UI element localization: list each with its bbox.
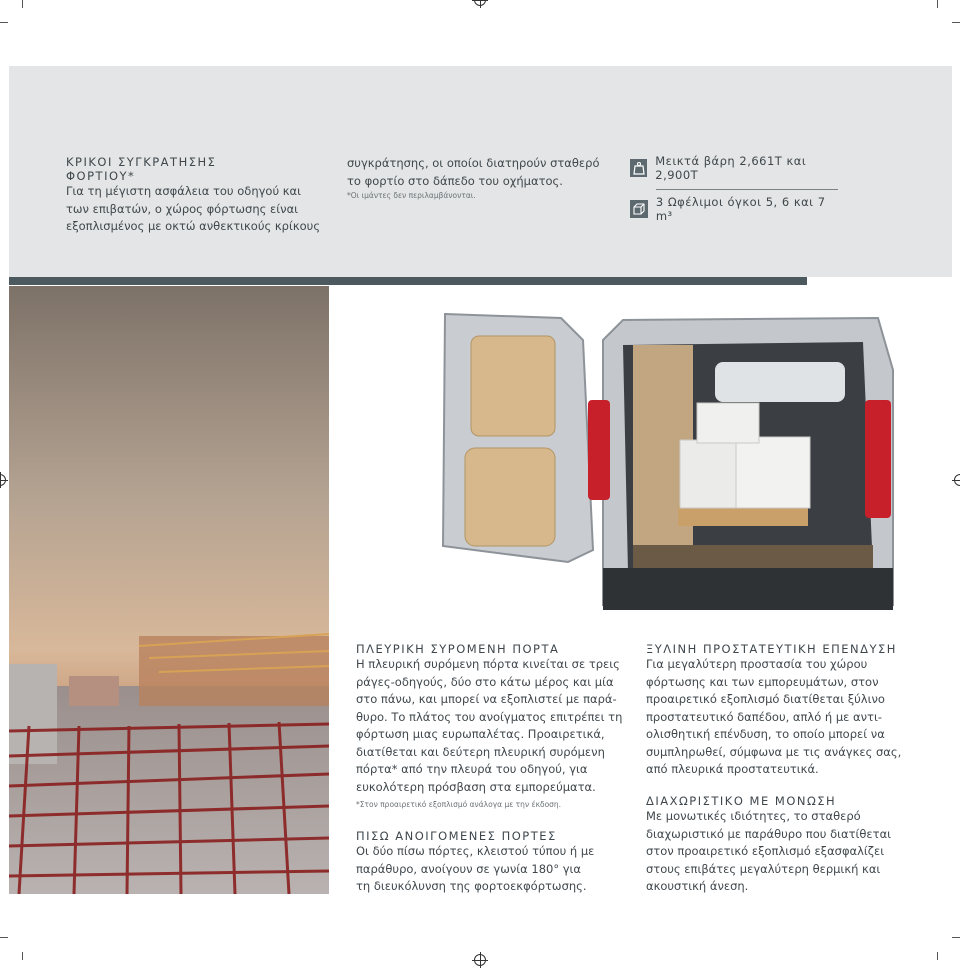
wood-lining-section xyxy=(646,642,926,779)
rear-doors-heading: ΠΙΣΩ ΑΝΟΙΓΟΜΕΝΕΣ ΠΟΡΤΕΣ xyxy=(356,829,557,843)
body-line: διατίθεται και δεύτερη πλευρική συρόμενη xyxy=(356,744,605,759)
heading-line: ΦΟΡΤΙΟΥ* xyxy=(66,169,136,183)
volume-spec-label: 3 Ωφέλιμοι όγκοι 5, 6 και 7 m³ xyxy=(655,195,826,223)
body-line: Η πλευρική συρόμενη πόρτα κινείται σε τρεις xyxy=(356,657,620,671)
body-line: εξοπλισμένος με οκτώ ανθεκτικούς κρίκους xyxy=(66,219,321,233)
footnote: *Οι ιμάντες δεν περιλαμβάνονται. xyxy=(347,191,476,200)
rear-doors-section xyxy=(356,829,631,896)
footnote: *Στον προαιρετικό εξοπλισμό ανάλογα με την έκδοση. xyxy=(356,800,562,809)
volume-cube-icon xyxy=(630,200,648,218)
crop-mark xyxy=(937,952,938,960)
wood-lining-heading: ΞΥΛΙΝΗ ΠΡΟΣΤΑΤΕΥΤΙΚΗ ΕΠΕΝΔΥΣΗ xyxy=(646,642,897,656)
specs-block xyxy=(630,154,845,223)
body-line: θυρο. Το πλάτος του ανοίγματος επιτρέπει τη xyxy=(356,709,623,724)
body-line: φόρτωση μιας ευρωπαλέτας. Προαιρετικά, xyxy=(356,727,605,741)
body-line: Οι δύο πίσω πόρτες, κλειστού τύπου ή με xyxy=(356,844,595,858)
body-line: στο πάνω, και μπορεί να εξοπλιστεί με παρά- xyxy=(356,692,617,706)
body-line: διαχωριστικό με παράθυρο που διατίθεται xyxy=(646,826,892,841)
body-line: το φορτίο στο δάπεδο του οχήματος. xyxy=(347,173,563,188)
body-line: συμπληρωθεί, σύμφωνα με τις ανάγκες σας, xyxy=(646,744,902,759)
cargo-rings-section xyxy=(66,155,336,236)
crop-mark xyxy=(937,0,938,8)
cargo-rings-continued xyxy=(347,155,617,200)
body-line: προαιρετικό εξοπλισμό διατίθεται ξύλινο xyxy=(646,692,885,706)
crop-mark xyxy=(952,22,960,23)
body-line: από πλευρικά προστατευτικά. xyxy=(646,762,819,776)
rear-doors-body xyxy=(356,843,631,896)
body-line: στον προαιρετικό εξοπλισμό εξασφαλίζει xyxy=(646,844,885,858)
body-line: πόρτα* από την πλευρά του οδηγού, για xyxy=(356,762,588,776)
body-line: Με μονωτικές ιδιότητες, το σταθερό xyxy=(646,809,861,823)
side-door-body xyxy=(356,656,631,796)
cargo-rings-body xyxy=(66,183,336,236)
weight-icon xyxy=(630,159,647,177)
body-line: Για μεγαλύτερη προστασία του χώρου xyxy=(646,657,868,671)
accent-stripe xyxy=(9,277,807,285)
weight-spec xyxy=(630,154,845,182)
crop-mark xyxy=(0,22,8,23)
body-line: συγκράτησης, οι οποίοι διατηρούν σταθερό xyxy=(347,156,600,170)
cargo-rings-heading xyxy=(66,155,336,183)
crop-mark xyxy=(22,0,23,8)
side-door-section xyxy=(356,642,631,809)
heading-line: ΚΡΙΚΟΙ ΣΥΓΚΡΑΤΗΣΗΣ xyxy=(66,155,217,169)
partition-section xyxy=(646,794,926,896)
body-line: των επιβατών, ο χώρος φόρτωσης είναι xyxy=(66,201,299,216)
wood-lining-body xyxy=(646,656,926,779)
side-door-heading: ΠΛΕΥΡΙΚΗ ΣΥΡΟΜΕΝΗ ΠΟΡΤΑ xyxy=(356,642,560,656)
spec-divider xyxy=(656,189,838,190)
crop-mark xyxy=(952,937,960,938)
body-line: ακουστική άνεση. xyxy=(646,879,749,893)
crop-mark xyxy=(0,937,8,938)
body-line: παράθυρο, ανοίγουν σε γωνία 180° για xyxy=(356,861,582,876)
body-line: προστατευτικό δαπέδου, απλό ή με αντι- xyxy=(646,709,883,724)
body-line: στους επιβάτες μεγαλύτερη θερμική και xyxy=(646,861,881,876)
registration-mark xyxy=(954,474,960,486)
crop-mark xyxy=(22,952,23,960)
van-rear-photo xyxy=(433,300,898,622)
partition-heading: ΔΙΑΧΩΡΙΣΤΙΚΟ ΜΕ ΜΟΝΩΣΗ xyxy=(646,794,837,808)
registration-mark xyxy=(474,954,486,966)
registration-mark xyxy=(474,0,486,6)
body-line: τη διευκόλυνση της φορτοεκφόρτωσης. xyxy=(356,879,587,893)
body-line: ολισθητική επένδυση, το οποίο μπορεί να xyxy=(646,727,885,741)
partition-body xyxy=(646,808,926,896)
body-line: Για τη μέγιστη ασφάλεια του οδηγού και xyxy=(66,184,302,198)
weight-spec-label: Μεικτά βάρη 2,661T και 2,900T xyxy=(655,154,807,182)
volume-spec xyxy=(630,195,845,223)
body-line: φόρτωσης και των εμπορευμάτων, στον xyxy=(646,674,879,689)
body-line: ράγες-οδηγούς, δύο στο κάτω μέρος και μία xyxy=(356,674,614,689)
industrial-yard-photo xyxy=(9,286,329,894)
body-line: ευκολότερη πρόσβαση στα εμπορεύματα. xyxy=(356,779,596,794)
registration-mark xyxy=(0,474,6,486)
